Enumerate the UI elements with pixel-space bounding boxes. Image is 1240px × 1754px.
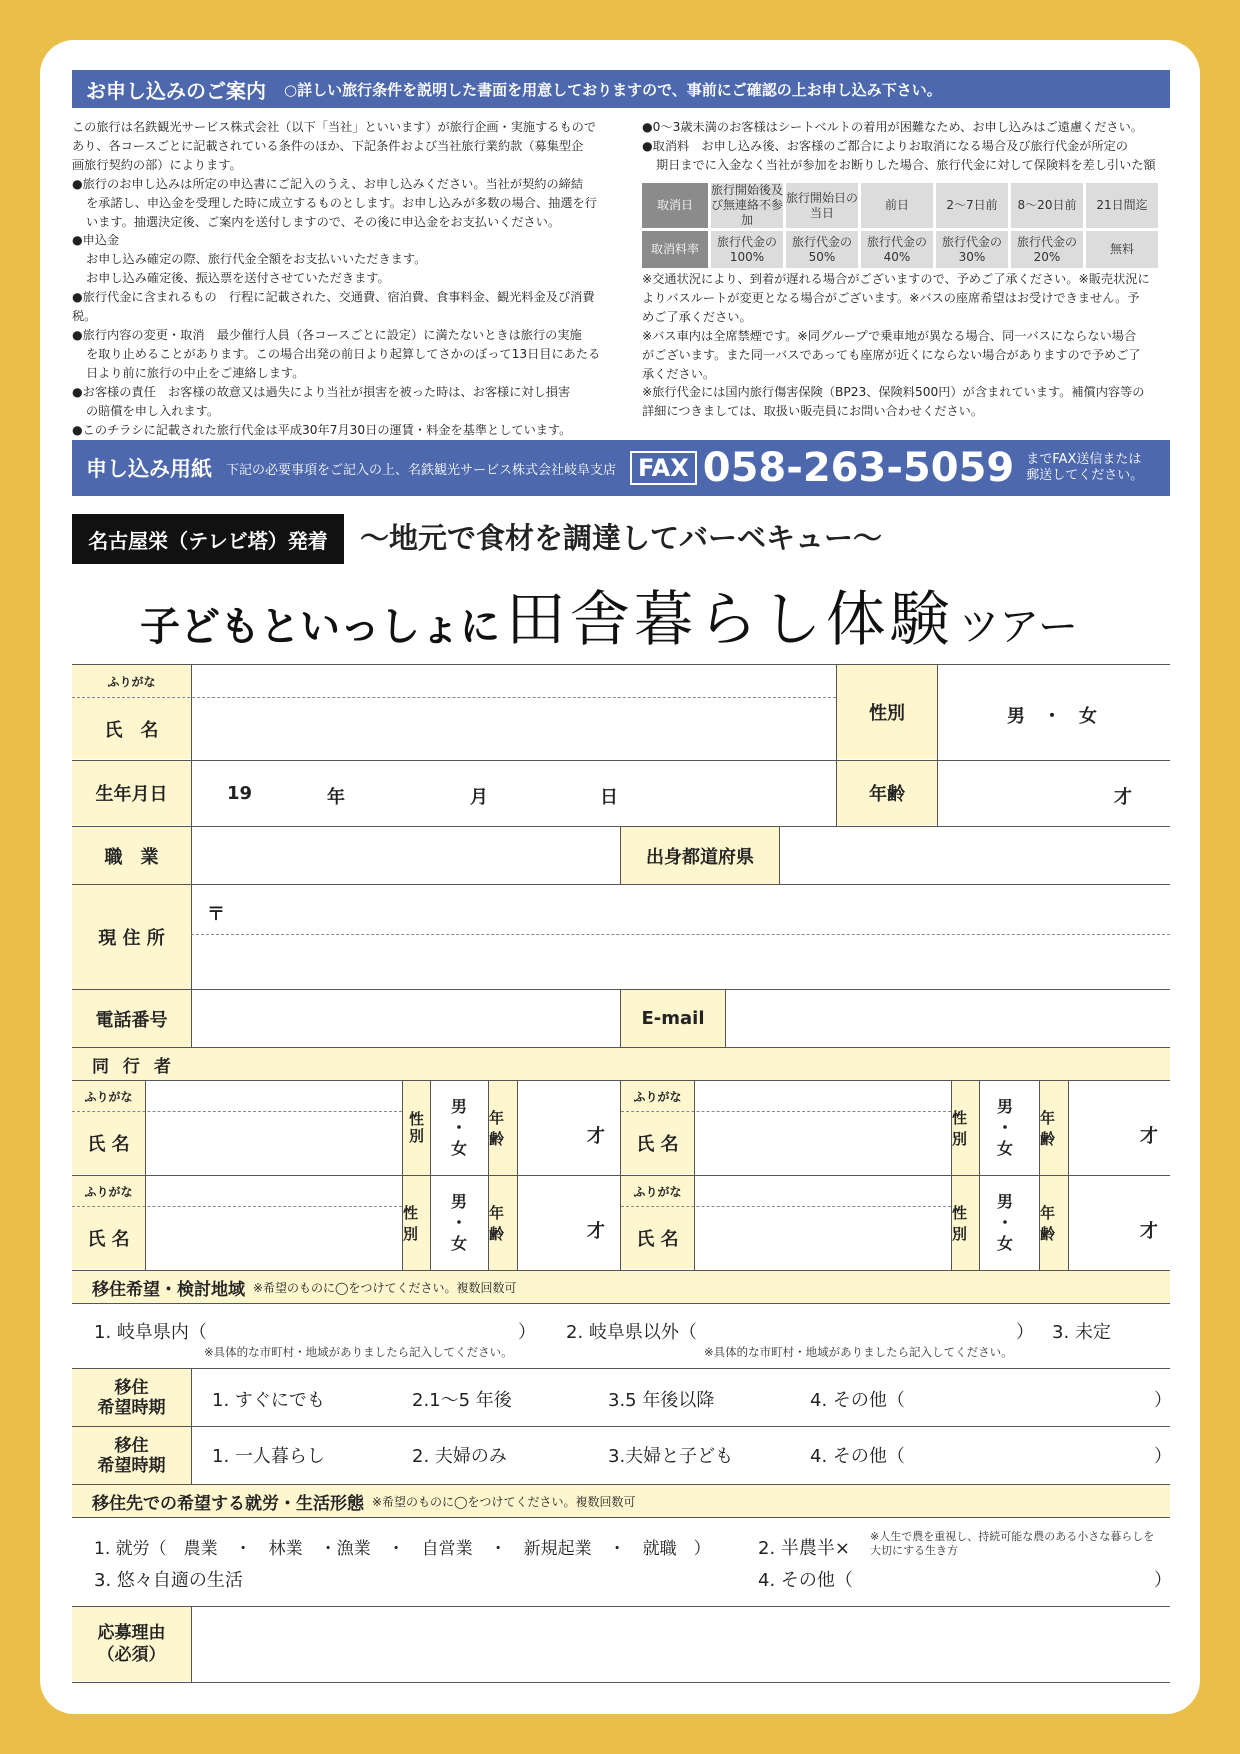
terms-line: お申し込み確定の際、旅行代金全額をお支払いいただきます。 <box>86 252 427 267</box>
terms-line: ●旅行のお申し込みは所定の申込書にご記入のうえ、お申し込みください。当社が契約の締結 <box>72 176 584 191</box>
job-field[interactable] <box>197 830 617 880</box>
guide-subtitle: ○詳しい旅行条件を説明した書面を用意しておりますので、事前にご確認の上お申し込み下さい。 <box>284 80 942 99</box>
family-option-1[interactable]: 1. 一人暮らし <box>212 1446 325 1467</box>
note-line: ※旅行代金には国内旅行傷害保険（BP23、保険料500円）が含まれています。補償内容等の <box>642 385 1145 400</box>
terms-line: を承諾し、申込金を受理した時に成立するものとします。お申し込みが多数の場合、抽選を行 <box>86 195 597 210</box>
terms-line: の賠償を申し入れます。 <box>86 403 220 418</box>
address-label: 現 住 所 <box>72 885 191 989</box>
terms-line: ●取消料 お申し込み後、お客様のご都合によりお取消になる場合及び旅行代金が所定の <box>642 138 1128 153</box>
male-option[interactable]: 男 <box>996 1097 1013 1116</box>
companion-sex-label: 性別 <box>403 1176 430 1270</box>
birth-label: 生年月日 <box>72 761 191 825</box>
furigana-field[interactable] <box>197 668 827 694</box>
period-close: ） <box>1154 1390 1172 1411</box>
fax-label: FAX <box>630 451 697 485</box>
terms-line: ●旅行代金に含まれるもの 行程に記載された、交通費、宿泊費、食事料金、観光料金及び消費税。 <box>72 290 595 324</box>
cancel-cell: 8〜20日前 <box>1011 183 1083 228</box>
dot-separator: ・ <box>450 1118 467 1137</box>
terms-line: ●このチラシに記載された旅行代金は平成30年7月30日の運賃・料金を基準としています。 <box>72 422 572 437</box>
note-line: ※交通状況により、到着が遅れる場合がございますので、予めご了承ください。※販売状況に <box>642 272 1150 286</box>
companion-name-label: 氏 名 <box>72 1207 145 1269</box>
family-label <box>72 1427 191 1484</box>
work-option-3[interactable]: 3. 悠々自適の生活 <box>94 1570 243 1591</box>
area-option-3[interactable]: 3. 未定 <box>1052 1322 1111 1343</box>
family-option-4[interactable]: 4. その他（ <box>810 1446 905 1467</box>
address-field[interactable] <box>197 940 1162 984</box>
cancel-cell: 前日 <box>861 183 933 228</box>
sex-label: 性別 <box>837 665 937 759</box>
name-field[interactable] <box>197 702 827 754</box>
sex-options[interactable]: 男 ・ 女 <box>1007 706 1097 727</box>
companion-age-unit: 才 <box>587 1221 605 1242</box>
job-label: 職 業 <box>72 827 191 884</box>
cancel-cell: 旅行開始日の当日 <box>786 183 858 228</box>
age-label: 年齢 <box>837 761 937 825</box>
male-option[interactable]: 男 <box>996 1192 1013 1211</box>
companion-age-label: 年齢 <box>489 1081 517 1175</box>
terms-line: ●お客様の責任 お客様の故意又は過失により当社が損害を被った時は、お客様に対し損害 <box>72 384 571 399</box>
cancel-cell: 旅行代金の30% <box>936 231 1008 268</box>
companion-sex-options[interactable] <box>996 1096 1014 1159</box>
companion-2-name-field[interactable] <box>699 1114 944 1170</box>
area-option-2-close: ） <box>1016 1322 1034 1343</box>
area-sub-note-2: ※具体的な市町村・地域がありましたら記入してください。 <box>704 1345 1013 1359</box>
work-option-2-note <box>870 1530 1154 1558</box>
companion-name-label: 氏 名 <box>621 1112 694 1174</box>
terms-line: います。抽選決定後、ご案内を送付しますので、その後に申込金をお支払いください。 <box>86 214 561 229</box>
dot-separator: ・ <box>996 1213 1013 1232</box>
companion-name-label: 氏 名 <box>621 1207 694 1269</box>
email-label: E-mail <box>621 990 725 1047</box>
cancel-cell: 旅行代金の100% <box>711 231 783 268</box>
terms-right <box>642 118 1172 175</box>
fax-number: 058-263-5059 <box>702 445 1015 491</box>
companion-furigana-label: ふりがな <box>621 1081 694 1111</box>
tour-title-b: 田舎暮らし体験 <box>505 585 954 655</box>
terms-line: 期日までに入金なく当社が参加をお断りした場合、旅行代金に対して保険料を差し引いた額 <box>656 157 1156 172</box>
note-line: 承ください。 <box>642 366 716 381</box>
female-option[interactable]: 女 <box>450 1139 467 1158</box>
application-title: 申し込み用紙 <box>86 457 212 481</box>
application-desc: 下記の必要事項をご記入の上、名鉄観光サービス株式会社岐阜支店 <box>226 462 617 478</box>
dot-separator: ・ <box>996 1118 1013 1137</box>
tour-title-c: ツアー <box>959 604 1078 650</box>
fax-instruction <box>1026 452 1143 484</box>
postal-mark: 〒 <box>207 904 225 925</box>
name-label: 氏 名 <box>72 698 191 759</box>
companion-1-name-field[interactable] <box>150 1114 395 1170</box>
companion-age-label: 年齢 <box>1040 1081 1068 1175</box>
tour-title <box>140 572 1078 658</box>
companion-age-unit: 才 <box>1140 1126 1158 1147</box>
companion-furigana-label: ふりがな <box>72 1081 145 1111</box>
cancel-cell: 旅行代金の20% <box>1011 231 1083 268</box>
guide-header <box>72 70 1170 108</box>
terms-line: お申し込み確定後、振込票を送付させていただきます。 <box>86 271 390 286</box>
companion-4-name-field[interactable] <box>699 1209 944 1265</box>
birth-19: 19 <box>227 783 253 804</box>
period-label <box>72 1369 191 1426</box>
female-option[interactable]: 女 <box>996 1139 1013 1158</box>
female-option[interactable]: 女 <box>996 1234 1013 1253</box>
cancel-row2-head: 取消料率 <box>642 231 708 268</box>
companion-name-label: 氏 名 <box>72 1112 145 1174</box>
cancel-row1-head: 取消日 <box>642 183 708 228</box>
period-option-1[interactable]: 1. すぐにでも <box>212 1390 325 1411</box>
birth-day: 日 <box>600 787 618 808</box>
terms-line: 画旅行契約の部）によります。 <box>72 157 242 172</box>
area-header <box>72 1271 1170 1303</box>
note-line: がございます。また同一バスであっても座席が近くにならない場合がありますので予めご了 <box>642 347 1141 362</box>
area-title: 移住希望・検討地域 <box>92 1279 245 1300</box>
male-option[interactable]: 男 <box>450 1192 467 1211</box>
cancellation-table <box>639 180 1161 271</box>
companion-furigana-label: ふりがな <box>621 1176 694 1206</box>
terms-line: あり、各コースごとに記載されている条件のほか、下記条件および当社旅行業約款（募集型企 <box>72 138 584 153</box>
companion-sex-label: 性別 <box>952 1176 979 1270</box>
area-sub-note-1: ※具体的な市町村・地域がありましたら記入してください。 <box>204 1345 513 1359</box>
cancel-cell: 21日間迄 <box>1086 183 1158 228</box>
reason-label <box>72 1607 191 1681</box>
fax-instruction-2: 郵送してください。 <box>1026 468 1144 483</box>
terms-line: ●申込金 <box>72 233 120 248</box>
postal-field[interactable] <box>232 890 1162 930</box>
companion-sex-label: 性別 <box>952 1081 979 1175</box>
companion-furigana-label: ふりがな <box>72 1176 145 1206</box>
work-2-note-b: 大切にする生き方 <box>870 1544 958 1557</box>
area-option-2[interactable]: 2. 岐阜県以外（ <box>566 1322 697 1343</box>
companion-age-label: 年齢 <box>489 1176 517 1270</box>
note-line: 詳細につきましては、取扱い販売員にお問い合わせください。 <box>642 404 984 419</box>
work-option-2[interactable]: 2. 半農半× <box>758 1538 850 1559</box>
companion-sex-options[interactable] <box>450 1191 468 1254</box>
fax-instruction-1: までFAX送信または <box>1026 452 1142 467</box>
tour-title-a: 子どもといっしょに <box>140 604 500 650</box>
departure-badge: 名古屋栄（テレビ塔）発着 <box>72 514 344 564</box>
pref-field[interactable] <box>784 830 1164 880</box>
terms-line: ●0〜3歳未満のお客様はシートベルトの着用が困難なため、お申し込みはご遠慮ください。 <box>642 120 1143 134</box>
application-header <box>72 440 1170 496</box>
dot-separator: ・ <box>450 1213 467 1232</box>
period-label-b: 希望時期 <box>97 1397 166 1418</box>
area-note: ※希望のものに◯をつけてください。複数回数可 <box>253 1280 517 1295</box>
terms-line: この旅行は名鉄観光サービス株式会社（以下「当社」といいます）が旅行企画・実施するもので <box>72 120 597 134</box>
work-2-note-a: ※人生で農を重視し、持続可能な農のある小さな暮らしを <box>870 1530 1155 1543</box>
female-option[interactable]: 女 <box>450 1234 467 1253</box>
work-option-4[interactable]: 4. その他（ <box>758 1570 853 1591</box>
period-label-a: 移住 <box>114 1377 149 1398</box>
cancel-cell: 無料 <box>1086 231 1158 268</box>
area-option-1[interactable]: 1. 岐阜県内（ <box>94 1322 207 1343</box>
terms-line: 日より前に旅行の中止をご連絡します。 <box>86 365 305 380</box>
phone-label: 電話番号 <box>72 990 191 1047</box>
cancel-cell: 旅行代金の40% <box>861 231 933 268</box>
note-line: めご了承ください。 <box>642 309 752 324</box>
note-line: よりバスルートが変更となる場合がございます。※バスの座席希望はお受けできません。予 <box>642 290 1140 305</box>
male-option[interactable]: 男 <box>450 1097 467 1116</box>
reason-label-a: 応募理由 <box>97 1623 166 1643</box>
birth-month: 月 <box>470 787 488 808</box>
phone-field[interactable] <box>197 994 617 1042</box>
tour-subtitle: 〜地元で食材を調達してバーベキュー〜 <box>360 521 883 555</box>
companion-sex-options[interactable] <box>996 1191 1014 1254</box>
terms-left <box>72 118 612 439</box>
companion-3-name-field[interactable] <box>150 1209 395 1265</box>
birth-year: 年 <box>327 787 345 808</box>
travel-notes <box>642 270 1172 421</box>
cancel-cell: 2〜7日前 <box>936 183 1008 228</box>
companions-label: 同 行 者 <box>72 1048 1170 1080</box>
period-option-4[interactable]: 4. その他（ <box>810 1390 905 1411</box>
terms-line: を取り止めることがあります。この場合出発の前日より起算してさかのぼって13日目にあたる <box>86 346 601 361</box>
pref-label: 出身都道府県 <box>621 827 779 884</box>
reason-field[interactable] <box>197 1610 1165 1678</box>
family-option-3[interactable]: 3.夫婦と子ども <box>608 1446 734 1467</box>
companion-sex-label: 性別 <box>403 1081 430 1175</box>
work-note: ※希望のものに◯をつけてください。複数回数可 <box>372 1494 636 1509</box>
note-line: ※バス車内は全席禁煙です。※同グループで乗車地が異なる場合、同一バスにならない場合 <box>642 328 1137 343</box>
work-title: 移住先での希望する就労・生活形態 <box>92 1493 364 1514</box>
age-unit: 才 <box>1114 787 1132 808</box>
cancel-cell: 旅行代金の50% <box>786 231 858 268</box>
area-option-1-close: ） <box>518 1322 536 1343</box>
family-label-b: 希望時期 <box>97 1455 166 1476</box>
period-option-2[interactable]: 2.1〜5 年後 <box>412 1390 512 1411</box>
cancel-cell: 旅行開始後及び無連絡不参加 <box>711 183 784 227</box>
family-label-a: 移住 <box>114 1435 149 1456</box>
reason-label-b: （必須） <box>97 1645 166 1665</box>
family-option-2[interactable]: 2. 夫婦のみ <box>412 1446 507 1467</box>
companion-age-unit: 才 <box>1140 1221 1158 1242</box>
work-option-4-close: ） <box>1154 1570 1172 1591</box>
period-option-3[interactable]: 3.5 年後以降 <box>608 1390 715 1411</box>
companion-sex-options[interactable] <box>450 1096 468 1159</box>
email-field[interactable] <box>730 994 1165 1042</box>
guide-title: お申し込みのご案内 <box>86 78 266 103</box>
work-header <box>72 1485 1170 1517</box>
companion-age-label: 年齢 <box>1040 1176 1068 1270</box>
furigana-label: ふりがな <box>72 665 191 697</box>
terms-line: ●旅行内容の変更・取消 最少催行人員（各コースごとに設定）に満たないときは旅行の実施 <box>72 327 582 342</box>
family-close: ） <box>1154 1446 1172 1467</box>
work-option-1[interactable]: 1. 就労（ 農業 ・ 林業 ・漁業 ・ 自営業 ・ 新規起業 ・ 就職 ） <box>94 1539 711 1559</box>
companion-age-unit: 才 <box>587 1126 605 1147</box>
